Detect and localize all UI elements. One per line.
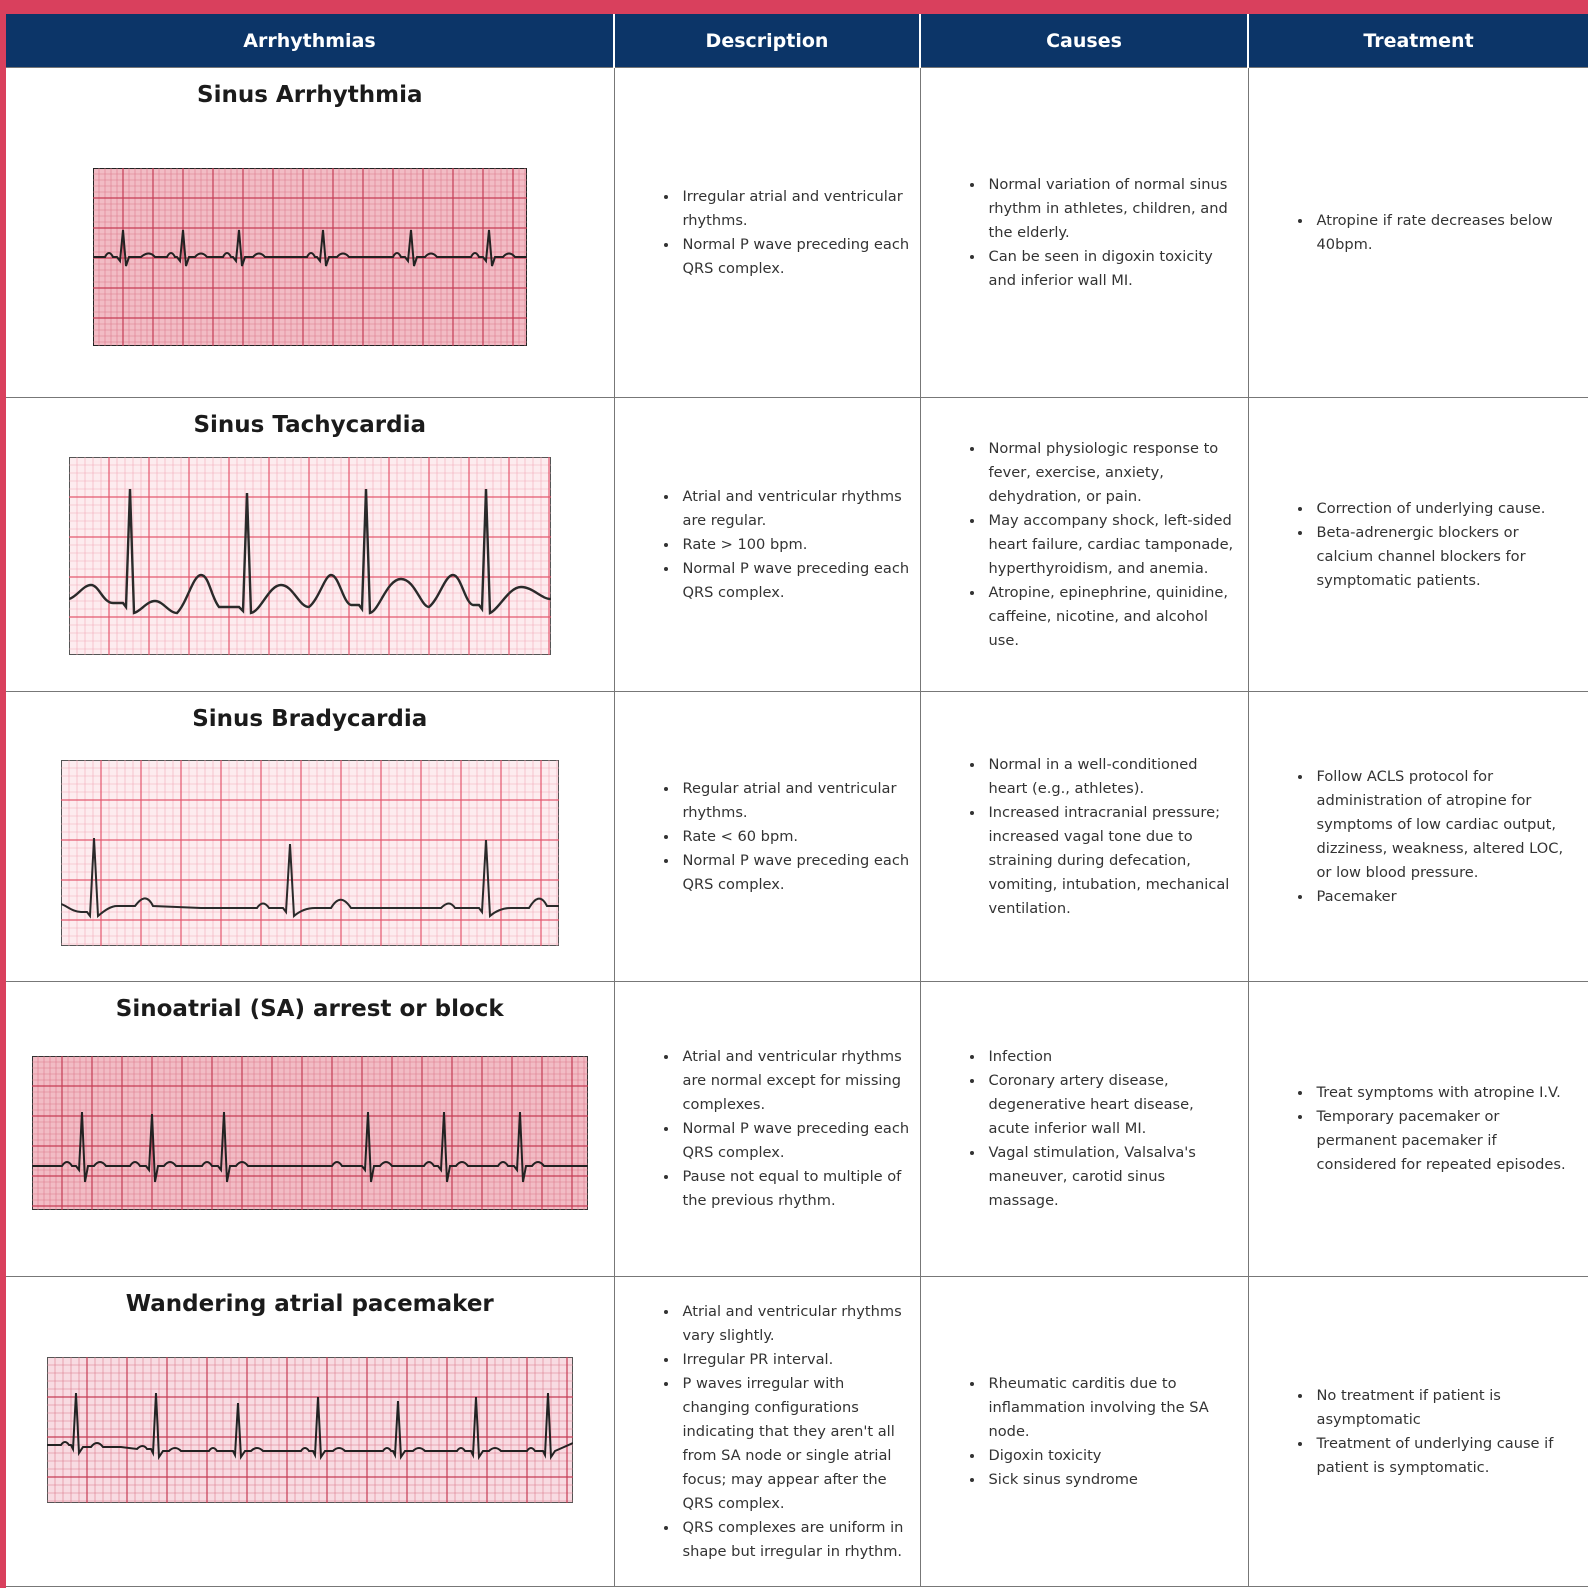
- ecg-strip: [32, 1056, 588, 1210]
- treatment-list: [1249, 765, 1588, 909]
- header-causes: Causes: [920, 14, 1248, 68]
- list-item: • Treatment of underlying cause if patient is symptomatic.: [1313, 1432, 1579, 1480]
- arrhythmia-cell: [6, 692, 614, 982]
- causes-list: [921, 753, 1248, 921]
- treatment-list: [1249, 209, 1588, 257]
- list-item: • Infection: [985, 1045, 1238, 1069]
- header-row: [6, 14, 1588, 68]
- list-item: • Irregular PR interval.: [679, 1348, 910, 1372]
- causes-cell: [920, 982, 1248, 1277]
- causes-list: [921, 1045, 1248, 1213]
- list-item: • Normal P wave preceding each QRS complex.: [679, 233, 910, 281]
- treatment-list: [1249, 1081, 1588, 1177]
- list-item: • Normal P wave preceding each QRS complex.: [679, 849, 910, 897]
- list-item: • Follow ACLS protocol for administration of atropine for symptoms of low cardiac output, dizziness, weakness, altered LOC, or low blood pressure.: [1313, 765, 1579, 885]
- list-item: • Normal physiologic response to fever, exercise, anxiety, dehydration, or pain.: [985, 437, 1238, 509]
- table-row: [6, 398, 1588, 692]
- arrhythmia-title: Sinus Tachycardia: [193, 412, 426, 438]
- causes-cell: [920, 1277, 1248, 1587]
- description-cell: [614, 982, 920, 1277]
- list-item: • QRS complexes are uniform in shape but irregular in rhythm.: [679, 1516, 910, 1564]
- list-item: • Atrial and ventricular rhythms vary slightly.: [679, 1300, 910, 1348]
- treatment-cell: [1248, 398, 1588, 692]
- list-item: • Atrial and ventricular rhythms are normal except for missing complexes.: [679, 1045, 910, 1117]
- list-item: • Treat symptoms with atropine I.V.: [1313, 1081, 1579, 1105]
- table-row: [6, 692, 1588, 982]
- description-cell: [614, 692, 920, 982]
- list-item: • Digoxin toxicity: [985, 1444, 1238, 1468]
- list-item: • Can be seen in digoxin toxicity and inferior wall MI.: [985, 245, 1238, 293]
- arrhythmia-cell: [6, 982, 614, 1277]
- description-cell: [614, 398, 920, 692]
- causes-cell: [920, 398, 1248, 692]
- list-item: • Rheumatic carditis due to inflammation involving the SA node.: [985, 1372, 1238, 1444]
- causes-cell: [920, 692, 1248, 982]
- list-item: • No treatment if patient is asymptomatic: [1313, 1384, 1579, 1432]
- ecg-grid-background: [32, 1056, 588, 1210]
- ecg-grid-background: [47, 1357, 573, 1503]
- table-row: [6, 1277, 1588, 1587]
- table-row: [6, 68, 1588, 398]
- treatment-cell: [1248, 68, 1588, 398]
- description-list: [615, 1300, 920, 1564]
- list-item: • Temporary pacemaker or permanent pacemaker if considered for repeated episodes.: [1313, 1105, 1579, 1177]
- list-item: • Pause not equal to multiple of the previous rhythm.: [679, 1165, 910, 1213]
- list-item: • Pacemaker: [1313, 885, 1579, 909]
- list-item: • Rate > 100 bpm.: [679, 533, 910, 557]
- causes-list: [921, 437, 1248, 653]
- description-cell: [614, 68, 920, 398]
- ecg-strip: [61, 760, 559, 946]
- treatment-cell: [1248, 1277, 1588, 1587]
- list-item: • Normal in a well-conditioned heart (e.g., athletes).: [985, 753, 1238, 801]
- ecg-strip: [93, 168, 527, 346]
- treatment-cell: [1248, 692, 1588, 982]
- list-item: • P waves irregular with changing configurations indicating that they aren't all from SA node or single atrial focus; may appear after the QRS complex.: [679, 1372, 910, 1516]
- list-item: • Normal P wave preceding each QRS complex.: [679, 1117, 910, 1165]
- arrhythmia-title: Sinoatrial (SA) arrest or block: [115, 996, 504, 1022]
- list-item: • Sick sinus syndrome: [985, 1468, 1238, 1492]
- list-item: • Regular atrial and ventricular rhythms.: [679, 777, 910, 825]
- ecg-strip: [69, 457, 551, 655]
- description-cell: [614, 1277, 920, 1587]
- arrhythmia-title: Sinus Bradycardia: [192, 706, 428, 732]
- treatment-list: [1249, 1384, 1588, 1480]
- list-item: • Normal P wave preceding each QRS complex.: [679, 557, 910, 605]
- arrhythmia-table: [6, 14, 1588, 1587]
- list-item: • Increased intracranial pressure; increased vagal tone due to straining during defecation, vomiting, intubation, mechanical ventilation.: [985, 801, 1238, 921]
- causes-list: [921, 173, 1248, 293]
- list-item: • Irregular atrial and ventricular rhythms.: [679, 185, 910, 233]
- list-item: • Beta-adrenergic blockers or calcium channel blockers for symptomatic patients.: [1313, 521, 1579, 593]
- description-list: [615, 1045, 920, 1213]
- list-item: • Normal variation of normal sinus rhythm in athletes, children, and the elderly.: [985, 173, 1238, 245]
- list-item: • Coronary artery disease, degenerative heart disease, acute inferior wall MI.: [985, 1069, 1238, 1141]
- arrhythmia-title: Wandering atrial pacemaker: [125, 1291, 494, 1317]
- header-treatment: Treatment: [1248, 14, 1588, 68]
- list-item: • Atrial and ventricular rhythms are regular.: [679, 485, 910, 533]
- list-item: • Vagal stimulation, Valsalva's maneuver, carotid sinus massage.: [985, 1141, 1238, 1213]
- description-list: [615, 485, 920, 605]
- arrhythmia-cell: [6, 68, 614, 398]
- list-item: • May accompany shock, left-sided heart failure, cardiac tamponade, hyperthyroidism, and anemia.: [985, 509, 1238, 581]
- list-item: • Atropine, epinephrine, quinidine, caffeine, nicotine, and alcohol use.: [985, 581, 1238, 653]
- arrhythmia-cell: [6, 398, 614, 692]
- list-item: • Correction of underlying cause.: [1313, 497, 1579, 521]
- list-item: • Atropine if rate decreases below 40bpm.: [1313, 209, 1579, 257]
- description-list: [615, 777, 920, 897]
- treatment-list: [1249, 497, 1588, 593]
- list-item: • Rate < 60 bpm.: [679, 825, 910, 849]
- description-list: [615, 185, 920, 281]
- top-accent-bar: [0, 0, 1588, 14]
- header-description: Description: [614, 14, 920, 68]
- ecg-strip: [47, 1357, 573, 1503]
- causes-cell: [920, 68, 1248, 398]
- arrhythmia-title: Sinus Arrhythmia: [197, 82, 423, 108]
- table-row: [6, 982, 1588, 1277]
- causes-list: [921, 1372, 1248, 1492]
- treatment-cell: [1248, 982, 1588, 1277]
- header-arrhythmias: Arrhythmias: [6, 14, 614, 68]
- arrhythmia-cell: [6, 1277, 614, 1587]
